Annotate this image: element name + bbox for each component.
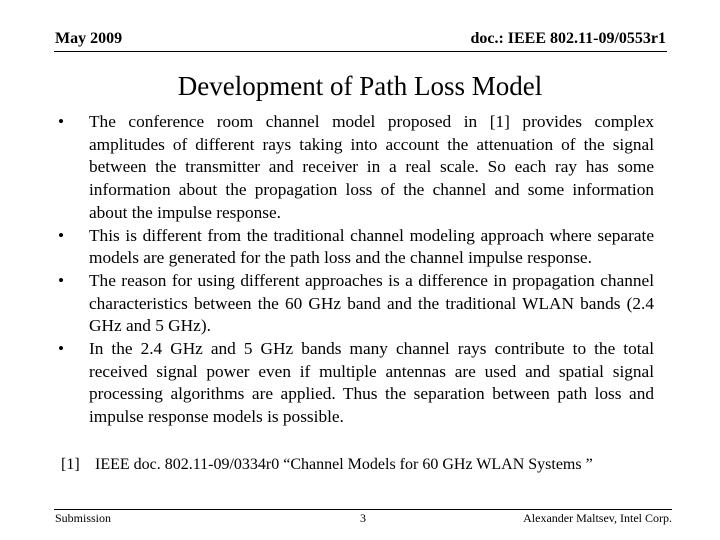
header-date: May 2009 (55, 30, 123, 47)
bullet-list (58, 111, 654, 429)
header-doc-id: doc.: IEEE 802.11-09/0553r1 (470, 30, 666, 47)
bullet-text: The conference room channel model proposed in [1] provides complex amplitudes of different rays taking into account the attenuation of the signal between the transmitter and receiver in a real scale. So each ray has some information about the propagation loss of the channel and some information about the impulse response. (89, 112, 654, 222)
footer-submission: Submission (55, 511, 112, 525)
bullet-marker: • (58, 339, 65, 359)
footer-divider (54, 509, 672, 510)
slide-title: Development of Path Loss Model (177, 71, 543, 101)
bullet-text: In the 2.4 GHz and 5 GHz bands many channel rays contribute to the total received signal power even if multiple antennas are used and spatial signal processing algorithms are applied. Thus the separation between path loss and impulse response models is possible. (89, 339, 654, 427)
bullet-text: The reason for using different approaches is a difference in propagation channel characteristics between the 60 GHz band and the traditional WLAN bands (2.4 GHz and 5 GHz). (89, 270, 654, 336)
bullet-text: This is different from the traditional channel modeling approach where separate models are generated for the path loss and the channel impulse response. (89, 225, 654, 268)
bullet-marker: • (58, 270, 65, 290)
page-number: 3 (360, 511, 366, 525)
bullet-marker: • (58, 225, 65, 245)
footer-author: Alexander Maltsev, Intel Corp. (523, 511, 672, 525)
reference-text: IEEE doc. 802.11-09/0334r0 “Channel Models for 60 GHz WLAN Systems ” (95, 456, 593, 473)
bullet-item (58, 338, 654, 429)
reference-citation (61, 455, 681, 475)
header-divider (54, 51, 667, 52)
bullet-item (58, 111, 654, 225)
bullet-item (58, 225, 654, 270)
bullet-item (58, 270, 654, 338)
reference-number: [1] (61, 456, 80, 473)
bullet-marker: • (58, 112, 65, 131)
